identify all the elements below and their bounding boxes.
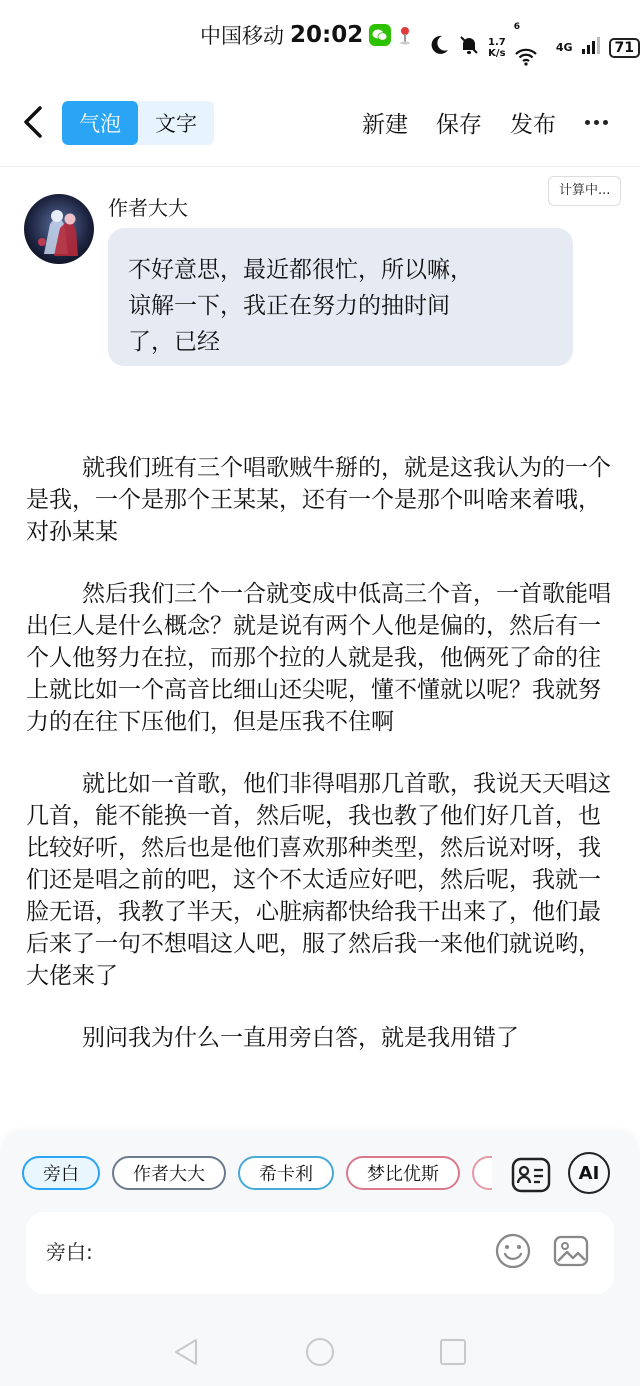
- narration-paragraph: 然后我们三个一合就变成中低高三个音，一首歌能唱出仨人是什么概念？就是说有两个人他是偏的，然后有一个人他努力在拉，而那个拉的人就是我，他俩死了命的往上就比如一个高音比细山还尖呢，懂不懂就以呢？我就努力的在往下压他们，但是压我不住啊: [26, 581, 611, 735]
- bubble-speaker-name: 作者大大: [108, 196, 188, 220]
- compose-speaker-label: 旁白:: [46, 1240, 93, 1264]
- more-dot-icon: [594, 120, 599, 125]
- clock: 20:02: [290, 22, 364, 48]
- nav-back-triangle-icon: [172, 1337, 202, 1367]
- tab-bubble[interactable]: 气泡: [62, 101, 138, 145]
- net-speed: [488, 37, 506, 59]
- moon-icon: [428, 34, 450, 62]
- save-button[interactable]: 保存: [436, 112, 482, 138]
- nav-recents-button[interactable]: [440, 1339, 466, 1365]
- more-options-button[interactable]: [585, 110, 615, 134]
- speech-bubble[interactable]: [108, 228, 573, 366]
- bubble-line: 了，已经: [128, 329, 220, 355]
- signal-icon: [581, 35, 601, 61]
- new-button[interactable]: 新建: [362, 112, 408, 138]
- wifi-generation: 6: [513, 22, 520, 32]
- wechat-notification-icon: [369, 24, 391, 46]
- status-left: [200, 20, 413, 50]
- battery-indicator: 71: [609, 38, 640, 58]
- word-count-status: 计算中...: [548, 176, 621, 206]
- more-dot-icon: [585, 120, 590, 125]
- carrier-label: 中国移动: [200, 24, 284, 48]
- nav-back-button[interactable]: [172, 1337, 202, 1367]
- narration-paragraph: 就比如一首歌，他们非得唱那几首歌，我说天天唱这几首，能不能换一首，然后呢，我也教了他们好几首，也比较好听，然后也是他们喜欢那种类型，然后说对呀，我们还是唱之前的吧，这个不太适应好吧，然后呢，我就一脸无语，我教了半天，心脏病都快给我干出来了，他们最后来了一句不想唱这人吧，服了然后我一来他们就说哟，大佬来了: [26, 771, 611, 989]
- status-right: [428, 22, 640, 73]
- publish-button[interactable]: 发布: [510, 112, 556, 138]
- bubble-line: 谅解一下，我正在努力的抽时间: [128, 293, 450, 319]
- author-avatar[interactable]: [24, 194, 94, 264]
- mute-bell-icon: [458, 34, 480, 62]
- insert-image-button[interactable]: [552, 1232, 590, 1270]
- role-chip-author[interactable]: 作者大大: [112, 1156, 226, 1190]
- net-speed-unit: K/s: [488, 47, 506, 59]
- nav-home-button[interactable]: [306, 1338, 334, 1366]
- location-icon: [397, 24, 413, 46]
- role-card-icon: [510, 1154, 552, 1196]
- role-chip-more[interactable]: [472, 1156, 492, 1190]
- mode-switch: [62, 101, 214, 145]
- role-chip-list[interactable]: [22, 1156, 492, 1194]
- emoji-icon: [494, 1232, 532, 1270]
- net-speed-value: 1.7: [488, 36, 506, 48]
- role-chip-hikari[interactable]: 希卡利: [238, 1156, 334, 1190]
- toolbar-divider: [0, 166, 640, 167]
- narration-paragraph: 别问我为什么一直用旁白答，就是我用错了: [82, 1025, 519, 1051]
- tab-text[interactable]: 文字: [155, 112, 197, 136]
- role-manage-button[interactable]: [510, 1154, 552, 1196]
- back-arrow-icon: [16, 102, 52, 142]
- bubble-line: 不好意思，最近都很忙，所以嘛，: [128, 257, 473, 283]
- narration-text-area[interactable]: [26, 452, 616, 1084]
- wifi-icon: [514, 22, 548, 73]
- emoji-button[interactable]: [494, 1232, 532, 1270]
- status-bar: [0, 0, 640, 70]
- narration-paragraph: 就我们班有三个唱歌贼牛掰的，就是这我认为的一个是我，一个是那个王某某，还有一个是那个叫啥来着哦，对孙某某: [26, 455, 611, 545]
- ai-assist-button[interactable]: AI: [568, 1152, 610, 1194]
- compose-input[interactable]: [26, 1212, 614, 1294]
- network-type: 4G: [555, 41, 573, 54]
- back-button[interactable]: [16, 102, 52, 142]
- role-chip-mebius[interactable]: 梦比优斯: [346, 1156, 460, 1190]
- role-chip-narration[interactable]: 旁白: [22, 1156, 100, 1190]
- editor-toolbar: [0, 92, 640, 154]
- more-dot-icon: [603, 120, 608, 125]
- image-icon: [552, 1232, 590, 1270]
